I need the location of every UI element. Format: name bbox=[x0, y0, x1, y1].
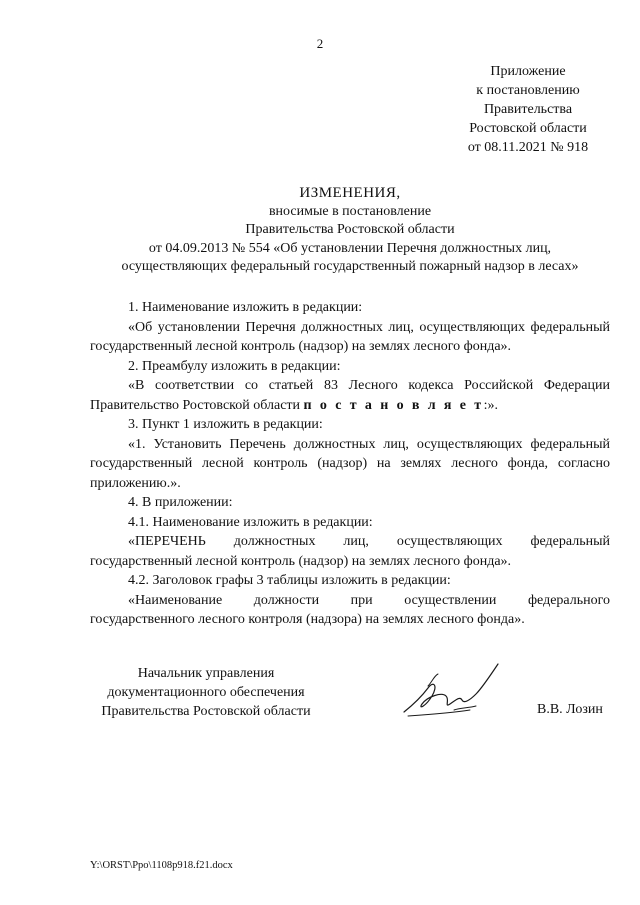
heading-line: Правительства Ростовской области bbox=[245, 222, 455, 237]
item-4-2-text-line-2: государственного лесного контроля (надзора) на землях лесного фонда». bbox=[90, 612, 525, 627]
item-3-text: «1. Установить Перечень должностных лиц, осуществляющих федеральный государственный лесной контроль (надзор) на землях лесного фонда, согласно приложению.». bbox=[90, 436, 610, 491]
appendix-line: к постановлению bbox=[476, 83, 580, 98]
appendix-block bbox=[446, 62, 610, 157]
heading-title: ИЗМЕНЕНИЯ, bbox=[299, 185, 401, 201]
page-number: 2 bbox=[316, 36, 324, 51]
appendix-line: от 08.11.2021 № 918 bbox=[467, 140, 589, 155]
item-1: 1. Наименование изложить в редакции: bbox=[128, 300, 363, 315]
signatory-position-line: Начальник управления bbox=[137, 666, 275, 681]
appendix-line: Приложение bbox=[490, 64, 566, 79]
document-heading bbox=[90, 184, 610, 277]
signatory-position-line: Правительства Ростовской области bbox=[101, 704, 311, 719]
item-2-text bbox=[90, 376, 610, 415]
heading-line: осуществляющих федеральный государственный пожарный надзор в лесах» bbox=[121, 259, 579, 274]
item-4-2-text-line-1: «Наименование должности при осуществлении федерального bbox=[128, 592, 610, 608]
heading-line: от 04.09.2013 № 554 «Об установлении Перечня должностных лиц, bbox=[148, 240, 552, 256]
item-4-2: 4.2. Заголовок графы 3 таблицы изложить в редакции: bbox=[128, 573, 451, 588]
document-body bbox=[90, 298, 610, 630]
item-4: 4. В приложении: bbox=[128, 495, 233, 510]
item-1-text: «Об установлении Перечня должностных лиц, осуществляющих федеральный государственный лесной контроль (надзор) на землях лесного фонда». bbox=[90, 319, 610, 354]
item-2-text-end: :». bbox=[483, 397, 498, 413]
item-2-text-start: «В соответствии со статьей 83 Лесного кодекса Российской Федерации Правительство Ростовской области bbox=[90, 378, 610, 413]
heading-line: вносимые в постановление bbox=[268, 203, 432, 219]
item-2-decree-word: п о с т а н о в л я е т bbox=[303, 397, 484, 413]
signatory-position-line: документационного обеспечения bbox=[107, 685, 305, 700]
appendix-line: Ростовской области bbox=[469, 121, 587, 136]
item-3: 3. Пункт 1 изложить в редакции: bbox=[128, 417, 323, 432]
signatory-name: В.В. Лозин bbox=[537, 702, 603, 717]
item-4-1: 4.1. Наименование изложить в редакции: bbox=[128, 514, 373, 530]
item-2: 2. Преамбулу изложить в редакции: bbox=[128, 358, 341, 374]
signatory-position bbox=[90, 664, 322, 721]
item-4-1-text-line-1: «ПЕРЕЧЕНЬ должностных лиц, осуществляющих федеральный bbox=[128, 534, 610, 549]
handwritten-signature bbox=[398, 656, 508, 720]
appendix-line: Правительства bbox=[483, 102, 573, 117]
file-path: Y:\ORST\Ppo\1108p918.f21.docx bbox=[90, 860, 233, 871]
item-4-1-text-line-2: государственный лесной контроль (надзор) на землях лесного фонда». bbox=[90, 553, 512, 569]
